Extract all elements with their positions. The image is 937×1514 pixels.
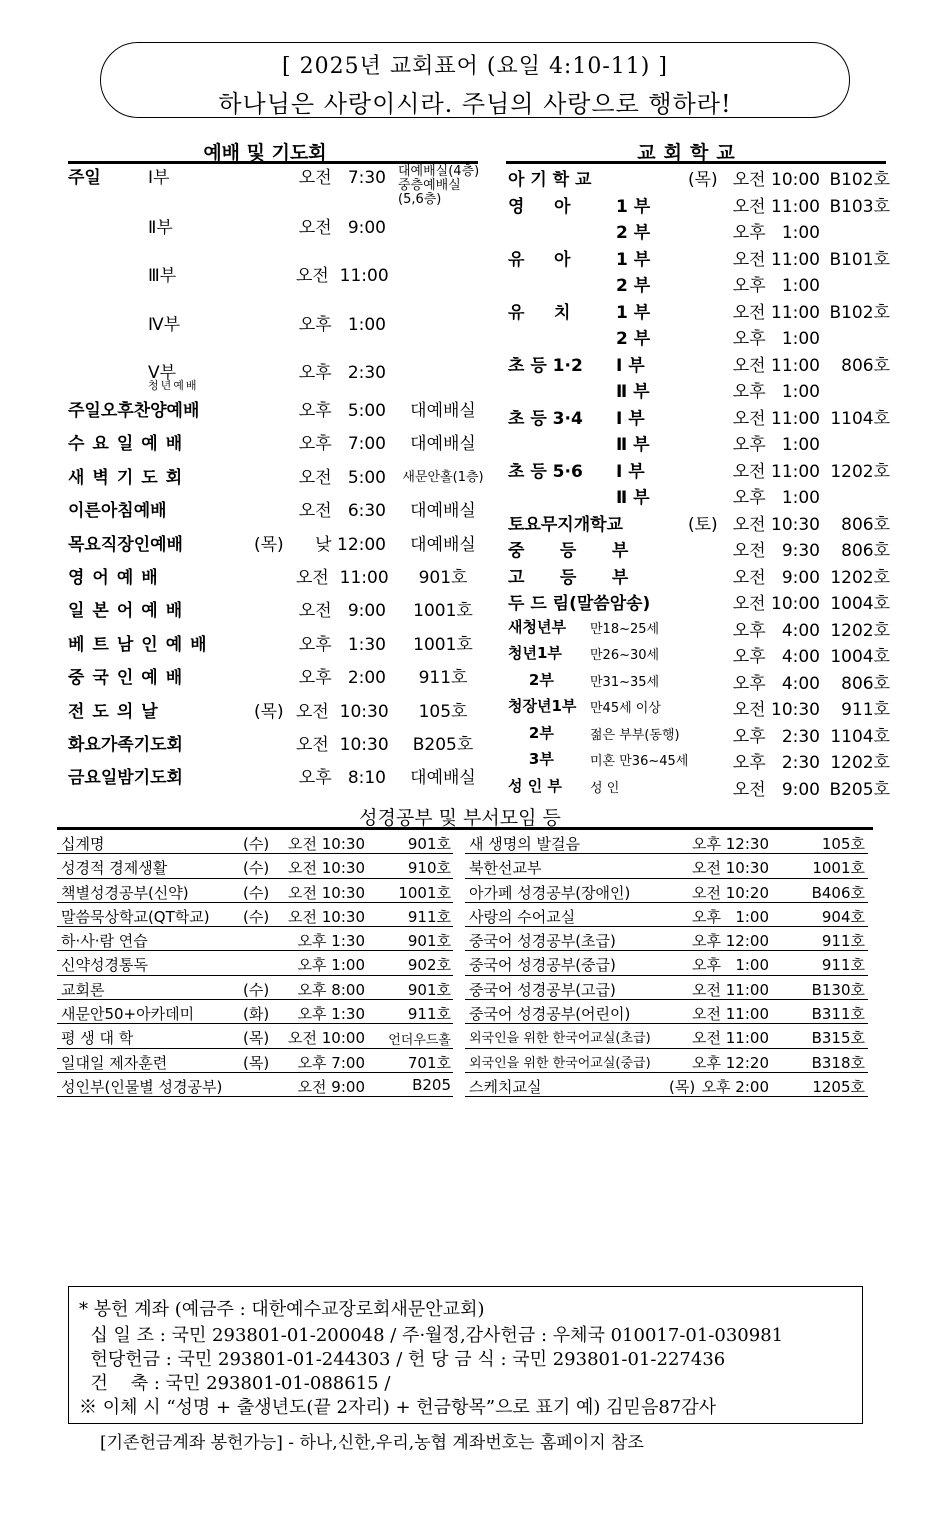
- study-name: 외국인을 위한 한국어교실(중급): [469, 1055, 651, 1071]
- school-time: 오전 9:30: [732, 541, 820, 561]
- school-time: 오후 2:30: [732, 726, 820, 747]
- study-name: 성경적 경제생활: [61, 859, 168, 878]
- offering-heading: * 봉헌 계좌 (예금주 : 대한예수교장로회새문안교회): [79, 1299, 485, 1320]
- school-age-range: 젊은 부부(동행): [590, 727, 680, 743]
- school-dept-part: 2 부: [616, 223, 651, 243]
- study-row: [465, 879, 868, 903]
- study-name: 아가페 성경공부(장애인): [469, 883, 631, 902]
- worship-time: 낮 12:00: [315, 534, 386, 555]
- school-dept-part: 2 부: [616, 329, 651, 349]
- study-day: (목): [669, 1077, 696, 1096]
- school-room: B205호: [829, 779, 890, 800]
- worship-location: 대예배실: [410, 534, 476, 555]
- study-time: 오전 11:00: [692, 980, 769, 999]
- school-time: 오전 11:00: [732, 196, 820, 217]
- study-time: 오전 10:30: [288, 883, 365, 902]
- school-dept-name: 2부: [508, 670, 554, 689]
- sunday-time-2: 오전 9:00: [298, 218, 386, 238]
- study-room: 701호: [407, 1053, 451, 1072]
- school-dept-name: 청년1부: [508, 644, 562, 662]
- study-name: 새 생명의 발걸음: [469, 835, 580, 853]
- worship-location: 1001호: [413, 601, 473, 622]
- worship-location: 105호: [418, 701, 468, 722]
- study-name: 하·사·람 연습: [61, 932, 148, 951]
- school-row: [508, 404, 893, 430]
- worship-day: (목): [254, 534, 284, 555]
- worship-location: 대예배실: [410, 768, 476, 789]
- study-table-right: [465, 830, 868, 1097]
- school-time: 오후 2:30: [732, 753, 820, 773]
- school-room: B103호: [829, 196, 890, 217]
- study-room: 911호: [821, 956, 865, 975]
- school-room: 1104호: [830, 726, 890, 747]
- school-dept-name: 유 아: [508, 249, 571, 270]
- study-time: 오후 1:00: [692, 907, 769, 926]
- school-time: 오전 11:00: [732, 302, 820, 323]
- worship-name: 목요직장인예배: [68, 534, 183, 555]
- school-room: 1104호: [830, 408, 890, 429]
- school-row: [508, 616, 893, 642]
- worship-row: [68, 530, 488, 560]
- study-name: 말씀묵상학교(QT학교): [61, 907, 210, 926]
- study-time: 오후 1:00: [297, 956, 365, 975]
- study-name: 일대일 제자훈련: [61, 1053, 168, 1072]
- school-dept-name: 2부: [508, 723, 554, 742]
- school-day: (목): [688, 170, 718, 190]
- school-dept-name: 새청년부: [508, 617, 566, 636]
- study-row: [465, 976, 868, 1000]
- study-name: 책별성경공부(신약): [61, 883, 189, 902]
- study-day: (수): [243, 883, 270, 902]
- school-dept-part: 1 부: [616, 302, 651, 323]
- school-section-title: 교회학교: [637, 142, 743, 164]
- school-dept-name: 영 아: [508, 196, 571, 217]
- study-row: [465, 830, 868, 854]
- study-day: (수): [243, 835, 270, 853]
- school-room: 1202호: [830, 753, 890, 773]
- school-time: 오전 10:30: [732, 514, 820, 535]
- school-dept-name: 아 기 학 교: [508, 170, 592, 190]
- worship-name: 베트남인예배: [68, 634, 215, 655]
- offering-building-line: 건 축 : 국민 293801-01-088615 /: [79, 1373, 391, 1394]
- school-dept-name: 중 등 부: [508, 541, 629, 561]
- worship-name: 영어예배: [68, 568, 166, 588]
- school-age-range: 만31~35세: [590, 674, 660, 690]
- study-time: 오전 11:00: [692, 1005, 769, 1024]
- school-dept-part: 1 부: [616, 196, 651, 217]
- school-dept-name: 초 등 3·4: [508, 408, 583, 429]
- sunday-part-3: Ⅲ부: [148, 266, 177, 286]
- school-title-rule: [506, 161, 886, 164]
- school-row: [508, 748, 893, 774]
- motto-year-line: [ 2025년 교회표어 (요일 4:10-11) ]: [282, 54, 668, 79]
- school-time: 오전 9:00: [732, 779, 820, 800]
- offering-tithe-line: 십 일 조 : 국민 293801-01-200048 / 주·월정,감사헌금 : 우체국 010017-01-030981: [79, 1325, 784, 1346]
- study-room: 105호: [821, 835, 865, 853]
- school-dept-part: Ⅰ 부: [616, 408, 645, 429]
- worship-name: 중국인예배: [68, 668, 191, 689]
- school-row: [508, 377, 893, 403]
- school-dept-part: Ⅱ 부: [616, 435, 650, 455]
- study-name: 평 생 대 학: [61, 1029, 134, 1048]
- study-room: 901호: [407, 932, 451, 951]
- worship-location: 대예배실: [410, 501, 476, 522]
- school-time: 오전 11:00: [732, 408, 820, 429]
- study-row: [465, 1024, 868, 1048]
- sunday-time-3: 오전 11:00: [296, 266, 389, 286]
- school-dept-name: 토요무지개학교: [508, 514, 623, 535]
- study-time: 오전 11:00: [692, 1029, 769, 1048]
- school-room: 1202호: [830, 567, 890, 588]
- worship-location: 대예배실: [410, 434, 476, 455]
- school-row: [508, 298, 893, 324]
- sunday-location-line: (5,6층): [398, 192, 442, 207]
- school-row: [508, 563, 893, 589]
- school-row: [508, 483, 893, 509]
- worship-name: 수요일예배: [68, 434, 191, 455]
- study-room: 901호: [407, 835, 451, 853]
- study-name: 스케치교실: [469, 1077, 542, 1096]
- school-row: [508, 192, 893, 218]
- school-dept-name: 고 등 부: [508, 567, 629, 588]
- school-room: 1004호: [830, 594, 890, 614]
- worship-location: 1001호: [413, 634, 473, 655]
- school-row: [508, 351, 893, 377]
- study-name: 중국어 성경공부(고급): [469, 980, 616, 999]
- study-time: 오후 2:00: [701, 1077, 769, 1096]
- worship-location: B205호: [412, 735, 474, 755]
- sunday-part-1: Ⅰ부: [148, 168, 170, 188]
- school-room: 806호: [841, 514, 890, 535]
- school-dept-name: 초 등 5·6: [508, 461, 583, 482]
- study-room: B406호: [811, 883, 865, 902]
- school-dept-part: Ⅱ 부: [616, 488, 650, 508]
- school-dept-part: Ⅰ 부: [616, 461, 645, 482]
- study-name: 교회론: [61, 980, 105, 999]
- study-section-title: 성경공부 및 부서모임 등: [359, 807, 561, 829]
- worship-time: 오전 10:30: [296, 701, 389, 722]
- study-room: 1001호: [398, 883, 451, 902]
- school-time: 오후 1:00: [732, 276, 820, 296]
- worship-time: 오후 8:10: [298, 768, 386, 789]
- school-row: [508, 165, 893, 191]
- study-time: 오전 10:20: [692, 883, 769, 902]
- school-room: 911호: [841, 700, 890, 720]
- sunday-location: [398, 165, 479, 207]
- school-dept-name: 성 인 부: [508, 776, 562, 795]
- school-row: [508, 457, 893, 483]
- study-name: 중국어 성경공부(중급): [469, 956, 616, 975]
- school-row: [508, 271, 893, 297]
- study-row: [465, 903, 868, 927]
- worship-time: 오전 9:00: [298, 601, 386, 622]
- school-dept-name: 유 치: [508, 302, 571, 323]
- worship-row: [68, 697, 488, 727]
- study-room: B315호: [811, 1029, 865, 1048]
- study-name: 성인부(인물별 성경공부): [61, 1077, 223, 1096]
- worship-location: 901호: [418, 568, 468, 588]
- worship-name: 전도의날: [68, 701, 166, 722]
- worship-time: 오후 5:00: [298, 401, 386, 421]
- school-row: [508, 669, 893, 695]
- study-time: 오전 10:30: [692, 859, 769, 878]
- school-age-range: 미혼 만36~45세: [590, 754, 689, 769]
- study-room: 911호: [407, 907, 451, 926]
- school-dept-name: 두 드 림(말씀암송): [508, 594, 651, 614]
- school-room: 806호: [841, 673, 890, 694]
- study-row: [57, 903, 453, 927]
- study-table-left: [57, 830, 453, 1097]
- study-row: [465, 1049, 868, 1073]
- worship-day: (목): [254, 701, 284, 722]
- worship-name: 이른아침예배: [68, 501, 167, 522]
- study-row: [465, 951, 868, 975]
- youth-worship-note: 청년예배: [148, 379, 199, 392]
- study-day: (수): [243, 980, 270, 999]
- study-time: 오후 12:00: [692, 932, 769, 951]
- school-room: B102호: [829, 170, 890, 190]
- study-row: [57, 1000, 453, 1024]
- school-time: 오후 4:00: [732, 647, 820, 667]
- study-name: 중국어 성경공부(초급): [469, 932, 616, 951]
- offering-accounts-box: [68, 1286, 863, 1424]
- school-row: [508, 536, 893, 562]
- school-age-range: 만45세 이상: [590, 701, 661, 716]
- motto-text: 하나님은 사랑이시라. 주님의 사랑으로 행하라!: [218, 90, 732, 118]
- study-room: B311호: [811, 1005, 865, 1024]
- school-dept-name: 청장년1부: [508, 697, 577, 715]
- study-room: 1001호: [812, 859, 865, 878]
- school-time: 오전 11:00: [732, 249, 820, 270]
- school-age-range: 만26~30세: [590, 648, 660, 663]
- school-dept-name: 초 등 1·2: [508, 355, 583, 376]
- school-room: 1202호: [830, 461, 890, 482]
- school-time: 오후 4:00: [732, 673, 820, 694]
- study-name: 신약성경통독: [61, 956, 148, 975]
- school-dept-part: Ⅰ 부: [616, 355, 645, 376]
- sunday-label: 주일: [68, 168, 101, 188]
- worship-time: 오전 10:30: [296, 735, 389, 755]
- school-row: [508, 775, 893, 801]
- study-room: B205: [412, 1075, 451, 1094]
- worship-time: 오후 1:30: [298, 634, 386, 655]
- worship-row: [68, 563, 488, 593]
- worship-row: [68, 663, 488, 693]
- study-row: [57, 1024, 453, 1048]
- worship-row: [68, 429, 488, 459]
- worship-section-title: 예배 및 기도회: [203, 142, 327, 164]
- school-time: 오후 4:00: [732, 620, 820, 641]
- worship-time: 오전 11:00: [296, 568, 389, 588]
- study-room: 901호: [407, 980, 451, 999]
- worship-time: 오후 7:00: [298, 434, 386, 455]
- school-row: [508, 695, 893, 721]
- study-row: [57, 854, 453, 878]
- study-row: [57, 1073, 453, 1097]
- worship-name: 일본어예배: [68, 601, 191, 622]
- sunday-time-5: 오후 2:30: [298, 363, 386, 383]
- school-time: 오전 10:00: [732, 594, 820, 614]
- school-time: 오전 11:00: [732, 355, 820, 376]
- study-row: [465, 854, 868, 878]
- study-time: 오전 10:30: [288, 859, 365, 878]
- study-room: 언더우드홀: [388, 1033, 451, 1049]
- school-day: (토): [688, 514, 718, 535]
- school-row: [508, 218, 893, 244]
- school-time: 오전 11:00: [732, 461, 820, 482]
- worship-time: 오후 2:00: [298, 668, 386, 689]
- study-name: 새문안50+아카데미: [61, 1005, 195, 1024]
- school-time: 오전 10:00: [732, 170, 820, 190]
- study-row: [465, 927, 868, 951]
- study-row: [57, 927, 453, 951]
- study-room: 911호: [407, 1005, 451, 1024]
- worship-name: 금요일밤기도회: [68, 768, 183, 789]
- study-time: 오후 8:00: [297, 980, 365, 999]
- worship-name: 새벽기도회: [68, 467, 191, 488]
- school-row: [508, 245, 893, 271]
- sunday-location-line: 중층예배실: [398, 178, 461, 193]
- worship-time: 오전 5:00: [298, 467, 386, 488]
- sunday-part-5: Ⅴ부: [148, 363, 177, 383]
- study-room: 902호: [407, 956, 451, 975]
- school-row: [508, 589, 893, 615]
- worship-row: [68, 463, 488, 493]
- worship-name: 주일오후찬양예배: [68, 401, 200, 421]
- worship-location: 새문안홀(1층): [402, 469, 484, 485]
- school-dept-part: Ⅱ 부: [616, 382, 650, 402]
- worship-time: 오전 6:30: [298, 501, 386, 522]
- school-dept-part: 2 부: [616, 276, 651, 296]
- study-room: 911호: [821, 932, 865, 951]
- sunday-location-line: 대예배실(4층): [398, 164, 480, 179]
- offering-transfer-note: ※ 이체 시 “성명 + 출생년도(끝 2자리) + 헌금항목”으로 표기 예) 김믿음87감사: [79, 1397, 717, 1418]
- school-age-range: 만18~25세: [590, 621, 660, 637]
- worship-name: 화요가족기도회: [68, 735, 183, 755]
- worship-row: [68, 630, 488, 660]
- school-room: 1004호: [830, 647, 890, 667]
- study-time: 오후 12:20: [692, 1053, 769, 1072]
- study-time: 오전 10:30: [288, 907, 365, 926]
- study-row: [57, 830, 453, 854]
- study-time: 오전 10:00: [288, 1029, 365, 1048]
- study-day: (수): [243, 859, 270, 878]
- sunday-time-4: 오후 1:00: [298, 315, 386, 335]
- study-name: 북한선교부: [469, 859, 542, 878]
- study-name: 사랑의 수어교실: [469, 907, 576, 926]
- study-room: 910호: [407, 859, 451, 878]
- worship-location: 대예배실: [410, 401, 476, 421]
- offering-dedication-line: 헌당헌금 : 국민 293801-01-244303 / 헌 당 금 식 : 국민 293801-01-227436: [79, 1349, 726, 1370]
- school-row: [508, 324, 893, 350]
- study-row: [465, 1000, 868, 1024]
- study-row: [57, 951, 453, 975]
- worship-location: 911호: [418, 668, 468, 689]
- school-dept-name: 3부: [508, 750, 554, 768]
- worship-row: [68, 396, 488, 426]
- worship-row: [68, 730, 488, 760]
- worship-row: [68, 496, 488, 526]
- study-name: 십계명: [61, 835, 105, 853]
- school-time: 오후 1:00: [732, 223, 820, 243]
- school-time: 오후 1:00: [732, 435, 820, 455]
- study-row: [465, 1073, 868, 1097]
- study-name: 외국인을 위한 한국어교실(초급): [469, 1031, 651, 1047]
- study-day: (목): [243, 1029, 270, 1048]
- school-row: [508, 722, 893, 748]
- study-time: 오후 1:00: [692, 956, 769, 975]
- school-room: B102호: [829, 302, 890, 323]
- school-dept-part: 1 부: [616, 249, 651, 270]
- worship-row: [68, 763, 488, 793]
- study-room: B318호: [811, 1053, 865, 1072]
- school-time: 오전 10:30: [732, 700, 820, 720]
- study-row: [57, 1049, 453, 1073]
- study-room: B130호: [811, 980, 865, 999]
- school-time: 오전 9:00: [732, 567, 820, 588]
- school-room: 806호: [841, 355, 890, 376]
- motto-banner: [100, 42, 850, 118]
- school-room: 1202호: [830, 620, 890, 641]
- offering-footer-note: [기존헌금계좌 봉헌가능] - 하나,신한,우리,농협 계좌번호는 홈페이지 참조: [100, 1433, 644, 1453]
- study-day: (수): [243, 907, 270, 926]
- school-row: [508, 510, 893, 536]
- sunday-part-2: Ⅱ부: [148, 218, 173, 238]
- study-room: 1205호: [812, 1077, 865, 1096]
- school-row: [508, 430, 893, 456]
- school-time: 오후 1:00: [732, 382, 820, 402]
- school-room: B101호: [829, 249, 890, 270]
- sunday-time-1: 오전 7:30: [298, 168, 386, 188]
- school-time: 오후 1:00: [732, 488, 820, 508]
- school-age-range: 성 인: [590, 780, 620, 796]
- school-room: 806호: [841, 541, 890, 561]
- study-row: [57, 879, 453, 903]
- study-time: 오전 10:30: [288, 835, 365, 853]
- study-time: 오후 1:30: [297, 932, 365, 951]
- study-time: 오후 1:30: [297, 1005, 365, 1024]
- study-day: (화): [243, 1005, 270, 1024]
- study-name: 중국어 성경공부(어린이): [469, 1005, 631, 1024]
- study-time: 오후 7:00: [297, 1053, 365, 1072]
- study-day: (목): [243, 1053, 270, 1072]
- study-row: [57, 976, 453, 1000]
- worship-row: [68, 596, 488, 626]
- school-time: 오후 1:00: [732, 329, 820, 349]
- study-room: 904호: [821, 907, 865, 926]
- study-time: 오후 12:30: [692, 835, 769, 853]
- study-time: 오전 9:00: [297, 1077, 365, 1096]
- school-row: [508, 642, 893, 668]
- sunday-part-4: Ⅳ부: [148, 315, 181, 335]
